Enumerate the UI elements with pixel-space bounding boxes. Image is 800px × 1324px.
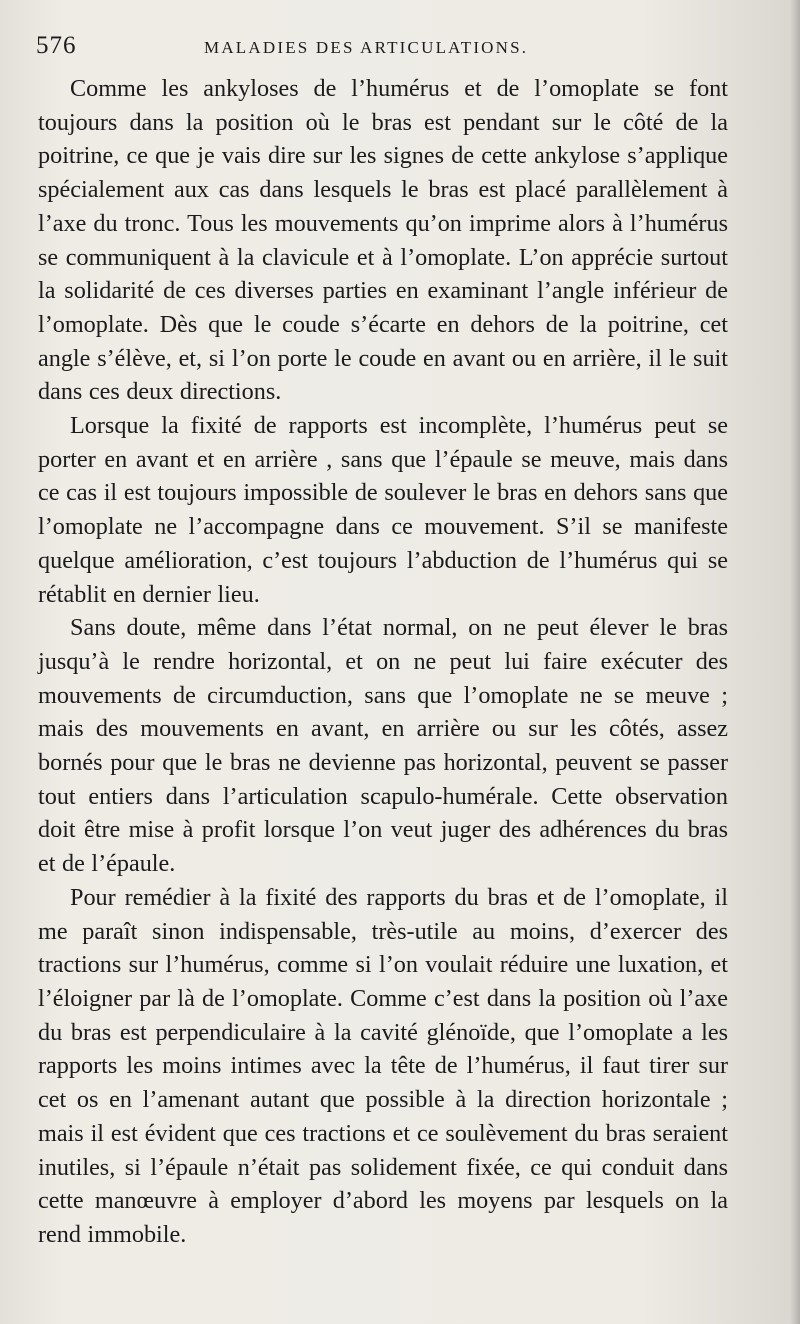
paragraph-4: Pour remédier à la fixité des rapports du bras et de l’omoplate, il me paraît sinon indispensable, très-utile au moins, d’exercer des tractions sur l’humérus, comme si l’on voulait réduire une luxation, et l’éloigner par là de l’omoplate. Comme c’est dans la position où l’axe du bras est perpendiculaire à la cavité glénoïde, que l’omoplate a les rapports les moins intimes avec la tête de l’humérus, il faut tirer sur cet os en l’amenant autant que possible à la direction horizontale ; mais il est évident que ces tractions et ce soulèvement du bras seraient inutiles, si l’épaule n’était pas solidement fixée, ce qui conduit dans cette manœuvre à employer d’abord les moyens par lesquels on la rend immobile. [38, 883, 728, 1248]
paragraph-1: Comme les ankyloses de l’humérus et de l’omoplate se font toujours dans la position où le bras est pendant sur le côté de la poitrine, ce que je vais dire sur les signes de cette ankylose s’applique spécialement aux cas dans lesquels le bras est placé parallèlement à l’axe du tronc. Tous les mouvements qu’on imprime alors à l’humérus se communiquent à la clavicule et à l’omoplate. L’on apprécie surtout la solidarité de ces diverses parties en examinant l’angle inférieur de l’omoplate. Dès que le coude s’écarte en dehors de la poitrine, cet angle s’élève, et, si l’on porte le coude en avant ou en arrière, il le suit dans ces deux directions. [38, 75, 728, 406]
page-number: 576 [36, 32, 77, 59]
paragraph-3: Sans doute, même dans l’état normal, on ne peut élever le bras jusqu’à le rendre horizontal, et on ne peut lui faire exécuter des mouvements de circumduction, sans que l’omoplate ne se meuve ; mais des mouvements en avant, en arrière ou sur les côtés, assez bornés pour que le bras ne devienne pas horizontal, peuvent se passer tout entiers dans l’articulation scapulo-humérale. Cette observation doit être mise à profit lorsque l’on veut juger des adhérences du bras et de l’épaule. [38, 614, 728, 878]
paragraph-2: Lorsque la fixité de rapports est incomplète, l’humérus peut se porter en avant et en arrière , sans que l’épaule se meuve, mais dans ce cas il est toujours impossible de soulever le bras en dehors sans que l’omoplate ne l’accompagne dans ce mouvement. S’il se manifeste quelque amélioration, c’est toujours l’abduction de l’humérus qui se rétablit en dernier lieu. [38, 412, 728, 608]
running-title: MALADIES DES ARTICULATIONS. [204, 38, 529, 57]
body-text [38, 72, 728, 1252]
running-head [36, 30, 740, 62]
